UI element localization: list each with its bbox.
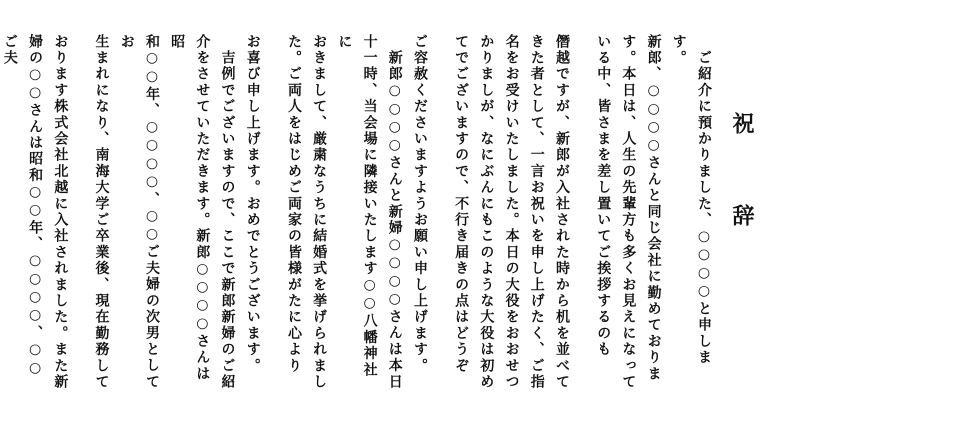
paragraph-ceremony: ご容赦くださいますようお願い申し上げます。 新郎○○○○さんと新婦○○○○さんは本日 十一時、当会場に隣接いたします○○八幡神社に おきまして、厳粛なうちに結婚式を挙げられまし た。ご両人をはじめご両家の皆様がたに心より: [285, 34, 428, 391]
document-title: 祝 辞: [729, 112, 755, 250]
paragraph-introduction: ご紹介に預かりました、○○○○と申します。 新郎、○○○○さんと同じ会社に勤めておりま す。本日は、人生の先輩方も多くお見えになって いる中、皆さまを差し置いてご挨拶するのも: [595, 34, 712, 391]
paragraph-bride-introduction: おります株式会社北越に入社されました。また新 婦の○○さんは昭和○○年、○○○○、○○ご夫: [1, 34, 69, 391]
paragraph-groom-introduction: お喜び申し上げます。おめでとうございます。 吉例でございますので、ここで新郎新婦のご紹 介をさせていただきます。新郎○○○○さんは昭 和○○年、○○○○、○○ご夫婦の次男としてお 生まれになり、南海大学ご卒業後、現在勤務して: [93, 34, 261, 391]
document-body: [0, 34, 716, 394]
paragraph-humility: 僭越ですが、新郎が入社された時から机を並べて きた者として、一言お祝いを申し上げたく、ご指 名をお受けいたしました。本日の大役をおおせつ かりましが、なにぶんにもこのような大役は初め てでございますので、不行き届きの点はどうぞ: [453, 34, 570, 391]
